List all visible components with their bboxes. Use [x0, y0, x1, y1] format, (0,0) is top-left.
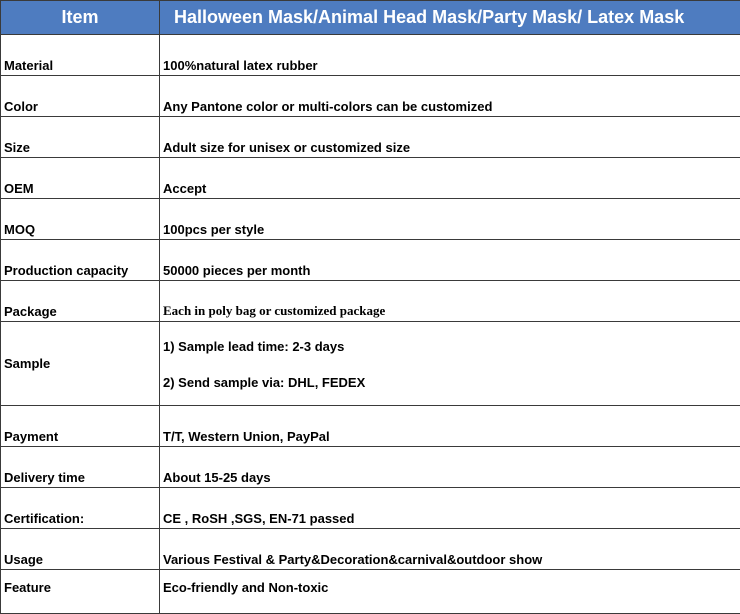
row-label-payment: Payment: [1, 406, 160, 447]
row-value-certification: CE , RoSH ,SGS, EN-71 passed: [160, 488, 740, 529]
row-label-material: Material: [1, 35, 160, 76]
table-row: [1, 76, 740, 117]
row-value-usage: Various Festival & Party&Decoration&carnival&outdoor show: [160, 529, 740, 570]
table-row: [1, 529, 740, 570]
row-label-color: Color: [1, 76, 160, 117]
table-row: [1, 570, 740, 614]
row-label-sample: Sample: [1, 322, 160, 406]
table-row: [1, 158, 740, 199]
row-value-payment: T/T, Western Union, PayPal: [160, 406, 740, 447]
row-label-size: Size: [1, 117, 160, 158]
row-label-package: Package: [1, 281, 160, 322]
table-row: [1, 281, 740, 322]
row-value-color: Any Pantone color or multi-colors can be customized: [160, 76, 740, 117]
row-value-size: Adult size for unisex or customized size: [160, 117, 740, 158]
table-row: [1, 406, 740, 447]
table-row: [1, 240, 740, 281]
row-value-oem: Accept: [160, 158, 740, 199]
row-value-delivery-time: About 15-25 days: [160, 447, 740, 488]
sample-lead-time: 1) Sample lead time: 2-3 days: [163, 322, 740, 362]
table-row: [1, 322, 740, 406]
row-value-production-capacity: 50000 pieces per month: [160, 240, 740, 281]
table-row: [1, 447, 740, 488]
row-label-delivery-time: Delivery time: [1, 447, 160, 488]
header-row: [1, 1, 740, 35]
header-title: Halloween Mask/Animal Head Mask/Party Mask/ Latex Mask: [160, 1, 740, 35]
table-row: [1, 35, 740, 76]
row-value-material: 100%natural latex rubber: [160, 35, 740, 76]
row-label-certification: Certification:: [1, 488, 160, 529]
row-value-feature: Eco-friendly and Non-toxic: [160, 570, 740, 614]
row-value-sample: [160, 322, 740, 406]
row-value-package: Each in poly bag or customized package: [160, 281, 740, 322]
table-row: [1, 199, 740, 240]
row-label-usage: Usage: [1, 529, 160, 570]
row-label-oem: OEM: [1, 158, 160, 199]
row-value-moq: 100pcs per style: [160, 199, 740, 240]
row-label-moq: MOQ: [1, 199, 160, 240]
row-label-production-capacity: Production capacity: [1, 240, 160, 281]
table-row: [1, 117, 740, 158]
row-label-feature: Feature: [1, 570, 160, 614]
table-row: [1, 488, 740, 529]
header-item-label: Item: [1, 1, 160, 35]
sample-shipping: 2) Send sample via: DHL, FEDEX: [163, 362, 740, 403]
